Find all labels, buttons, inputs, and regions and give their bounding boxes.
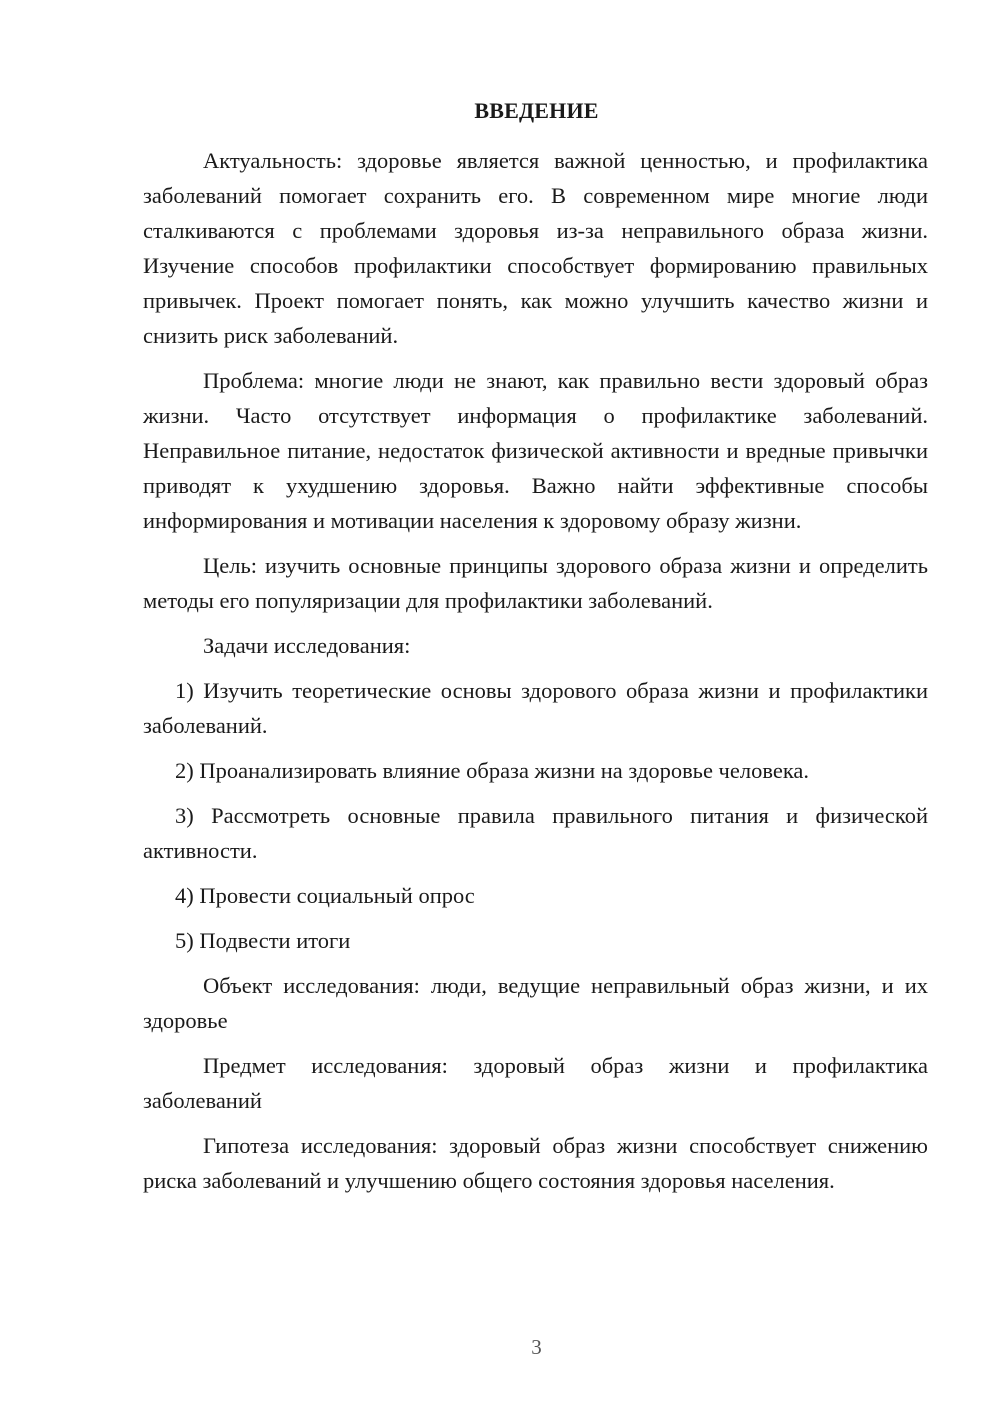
page-number: 3 [531,1335,542,1359]
list-item: 4) Провести социальный опрос [175,883,475,908]
page-title: ВВЕДЕНИЕ [474,98,599,123]
object-paragraph: Объект исследования: люди, ведущие неправильный образ жизни, и их здоровье [143,973,928,1033]
list-item: 5) Подвести итоги [175,928,351,953]
tasks-list [143,673,928,958]
list-item: 1) Изучить теоретические основы здорового образа жизни и профилактики заболеваний. [143,678,928,738]
goal-paragraph: Цель: изучить основные принципы здорового образа жизни и определить методы его популяризации для профилактики заболеваний. [143,553,928,613]
document-body [143,143,928,1208]
hypothesis-paragraph: Гипотеза исследования: здоровый образ жизни способствует снижению риска заболеваний и улучшению общего состояния здоровья населения. [143,1133,928,1193]
list-item: 2) Проанализировать влияние образа жизни на здоровье человека. [175,758,810,783]
tasks-heading: Задачи исследования: [203,633,411,658]
problem-paragraph: Проблема: многие люди не знают, как правильно вести здоровый образ жизни. Часто отсутствует информация о профилактике заболеваний. Неправильное питание, недостаток физической активности и вредные привычки приводят к ухудшению здоровья. Важно найти эффективные способы информирования и мотивации населения к здоровому образу жизни. [143,368,928,533]
list-item: 3) Рассмотреть основные правила правильного питания и физической активности. [143,803,928,863]
relevance-paragraph: Актуальность: здоровье является важной ценностью, и профилактика заболеваний помогает сохранить его. В современном мире многие люди сталкиваются с проблемами здоровья из-за неправильного образа жизни. Изучение способов профилактики способствует формированию правильных привычек. Проект помогает понять, как можно улучшить качество жизни и снизить риск заболеваний. [143,148,928,348]
subject-paragraph: Предмет исследования: здоровый образ жизни и профилактика заболеваний [143,1053,928,1113]
